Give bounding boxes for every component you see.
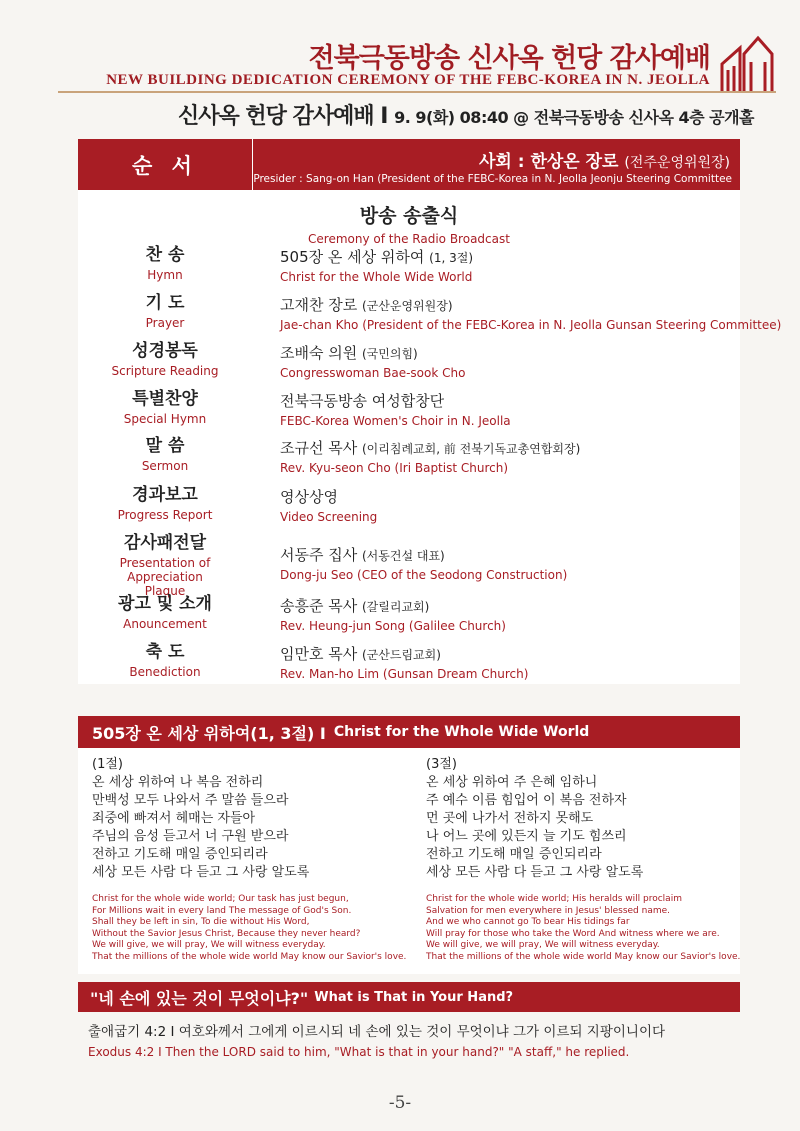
row-title-ko: 성경봉독 [132, 341, 198, 361]
order-row-progress-report [78, 485, 740, 533]
row-detail-en: Dong-ju Seo (CEO of the Seodong Construction) [280, 568, 568, 582]
lyric-line-en: We will give, we will pray, We will witness everyday. [426, 940, 660, 950]
lyric-line: 온 세상 위하여 나 복음 전하리 [92, 775, 264, 790]
building-logo-icon [718, 34, 780, 92]
row-detail-en: Video Screening [280, 510, 378, 524]
hymn-lyrics-box [78, 716, 740, 974]
scripture-header [78, 982, 740, 1012]
row-detail-en: Congresswoman Bae-sook Cho [280, 366, 466, 380]
lyric-line-en: That the millions of the whole wide world May know our Savior's love. [92, 951, 407, 962]
lyric-line-en: And we who cannot go To bear His tidings far [426, 917, 630, 927]
row-detail-ko: 고재찬 장로 [280, 296, 358, 314]
order-row-sermon [78, 436, 740, 484]
lyric-line-en: Shall they be left in sin, To die without His Word, [92, 917, 310, 927]
lyric-line: 전하고 기도해 매일 증인되리라 [92, 847, 268, 862]
scripture-verse-en: Exodus 4:2 I Then the LORD said to him, "What is that in your hand?" "A staff," he replied. [88, 1045, 630, 1059]
subtitle-datetime-location: 9. 9(화) 08:40 @ 전북극동방송 신사옥 4층 공개홀 [394, 108, 755, 127]
order-of-service-table [78, 139, 782, 684]
row-detail-ko: 임만호 목사 [280, 645, 358, 663]
row-title-en: Presentation of Appreciation Plaque [119, 556, 211, 598]
row-detail-en: Jae-chan Kho (President of the FEBC-Korea in N. Jeolla Gunsan Steering Committee) [280, 318, 782, 332]
row-title-en: Prayer [145, 316, 185, 330]
english-lyrics [92, 894, 412, 963]
order-row-scripture [78, 341, 740, 389]
hymn-heading-ko: 505장 온 세상 위하여(1, 3절) I [92, 723, 326, 743]
verse-1 [92, 756, 412, 963]
row-title-ko: 축 도 [145, 642, 185, 662]
row-detail-note: (군산운영위원장) [362, 299, 453, 313]
subtitle-main: 신사옥 헌당 감사예배 I [178, 104, 388, 129]
english-lyrics [426, 894, 746, 963]
lyric-line: 세상 모든 사람 다 듣고 그 사랑 알도록 [426, 865, 644, 880]
row-detail-ko: 조규선 목사 [280, 439, 358, 457]
lyric-line-en: We will give, we will pray, We will witness everyday. [92, 940, 326, 950]
order-row-prayer [78, 293, 782, 341]
row-title-ko: 경과보고 [132, 485, 198, 505]
opening-korean: 방송 송출식 [359, 205, 459, 227]
order-row-special-hymn [78, 389, 740, 437]
row-title-en: Progress Report [117, 508, 213, 522]
lyric-line: 세상 모든 사람 다 듣고 그 사랑 알도록 [92, 865, 310, 880]
opening-english: Ceremony of the Radio Broadcast [308, 232, 510, 246]
title-english: NEW BUILDING DEDICATION CEREMONY OF THE FEBC-KOREA IN N. JEOLLA [106, 72, 710, 88]
hymn-header [78, 716, 740, 748]
row-detail-ko: 영상상영 [280, 488, 338, 506]
verse-number: (1절) [92, 757, 123, 772]
lyric-line-en: For Millions wait in every land The message of God's Son. [92, 905, 352, 916]
order-header [78, 139, 740, 190]
title-korean: 전북극동방송 신사옥 헌당 감사예배 [308, 43, 710, 74]
row-detail-ko: 조배숙 의원 [280, 344, 358, 362]
order-row-plaque [78, 533, 740, 598]
lyric-line-en: Will pray for those who take the Word And witness where we are. [426, 928, 720, 939]
row-title-en: Anouncement [123, 617, 207, 631]
row-detail-ko: 송흥준 목사 [280, 597, 358, 615]
verse-number: (3절) [426, 757, 457, 772]
lyric-line: 나 어느 곳에 있든지 늘 기도 힘쓰리 [426, 829, 627, 844]
row-detail-en: Rev. Man-ho Lim (Gunsan Dream Church) [280, 667, 529, 681]
row-detail-ko: 전북극동방송 여성합창단 [280, 392, 445, 410]
row-detail-en: Christ for the Whole Wide World [280, 270, 473, 284]
verse-3 [426, 756, 746, 963]
row-title-en: Special Hymn [123, 412, 207, 426]
lyric-line: 죄중에 빠져서 헤매는 자들아 [92, 811, 256, 826]
scripture-heading-ko: "네 손에 있는 것이 무엇이냐?" [90, 988, 309, 1008]
presider-role: (전주운영위원장) [624, 155, 730, 171]
lyric-line: 주님의 음성 듣고서 너 구원 받으라 [92, 829, 289, 844]
lyric-line-en: Christ for the whole wide world; His heralds will proclaim [426, 894, 682, 904]
row-title-ko: 특별찬양 [132, 389, 198, 409]
row-detail-note: (국민의힘) [362, 347, 418, 361]
opening-ceremony [78, 201, 740, 246]
row-detail-note: (갈릴리교회) [362, 600, 430, 614]
presider-label [479, 147, 730, 172]
scripture-verse-ko: 출애굽기 4:2 I 여호와께서 그에게 이르시되 네 손에 있는 것이 무엇이냐 그가 이르되 지팡이니이다 [88, 1024, 666, 1040]
lyric-line-en: Without the Savior Jesus Christ, Because they never heard? [92, 928, 361, 939]
presider-english: Presider : Sang-on Han (President of the FEBC-Korea in N. Jeolla Jeonju Steering Committee [253, 173, 732, 185]
order-row-benediction [78, 642, 740, 690]
row-title-ko: 찬 송 [145, 245, 185, 265]
row-title-ko: 말 씀 [145, 436, 185, 456]
presider-name: 사회 : 한상온 장로 [478, 152, 619, 172]
row-title-en: Scripture Reading [111, 364, 219, 378]
lyric-line-en: That the millions of the whole wide world May know our Savior's love. [426, 951, 741, 962]
row-detail-en: Rev. Kyu-seon Cho (Iri Baptist Church) [280, 461, 509, 475]
header-divider [58, 91, 776, 93]
lyric-line: 주 예수 이름 힘입어 이 복음 전하자 [426, 793, 627, 808]
row-detail-en: FEBC-Korea Women's Choir in N. Jeolla [280, 414, 511, 428]
row-detail-note: (군산드림교회) [362, 648, 441, 662]
hymn-heading-en: Christ for the Whole Wide World [333, 724, 590, 740]
lyric-line: 전하고 기도해 매일 증인되리라 [426, 847, 602, 862]
row-detail-note: (1, 3절) [429, 251, 474, 265]
service-subtitle [178, 99, 754, 130]
row-detail-en: Rev. Heung-jun Song (Galilee Church) [280, 619, 506, 633]
page-number: -5- [388, 1093, 412, 1113]
scripture-heading-en: What is That in Your Hand? [314, 989, 514, 1005]
row-detail-note: (서동건설 대표) [362, 549, 445, 563]
lyric-line: 온 세상 위하여 주 은혜 임하니 [426, 775, 598, 790]
row-title-en: Hymn [147, 268, 183, 282]
row-title-en: Benediction [129, 665, 201, 679]
lyric-line: 만백성 모두 나와서 주 말씀 들으라 [92, 793, 289, 808]
row-detail-ko: 505장 온 세상 위하여 [280, 248, 425, 266]
row-detail-note: (이리침례교회, 前 전북기독교총연합회장) [362, 442, 581, 456]
row-title-ko: 기 도 [145, 293, 185, 313]
row-title-en: Sermon [141, 459, 189, 473]
lyric-line: 먼 곳에 나가서 전하지 못해도 [426, 811, 594, 826]
row-title-ko: 감사패전달 [123, 533, 207, 553]
row-detail-ko: 서동주 집사 [280, 546, 358, 564]
lyric-line-en: Christ for the whole wide world; Our task has just begun, [92, 894, 349, 904]
row-title-ko: 광고 및 소개 [118, 594, 212, 614]
order-heading: 순 서 [78, 139, 253, 190]
order-row-hymn [78, 245, 740, 293]
lyric-line-en: Salvation for men everywhere in Jesus' blessed name. [426, 905, 671, 916]
order-row-announcement [78, 594, 740, 642]
